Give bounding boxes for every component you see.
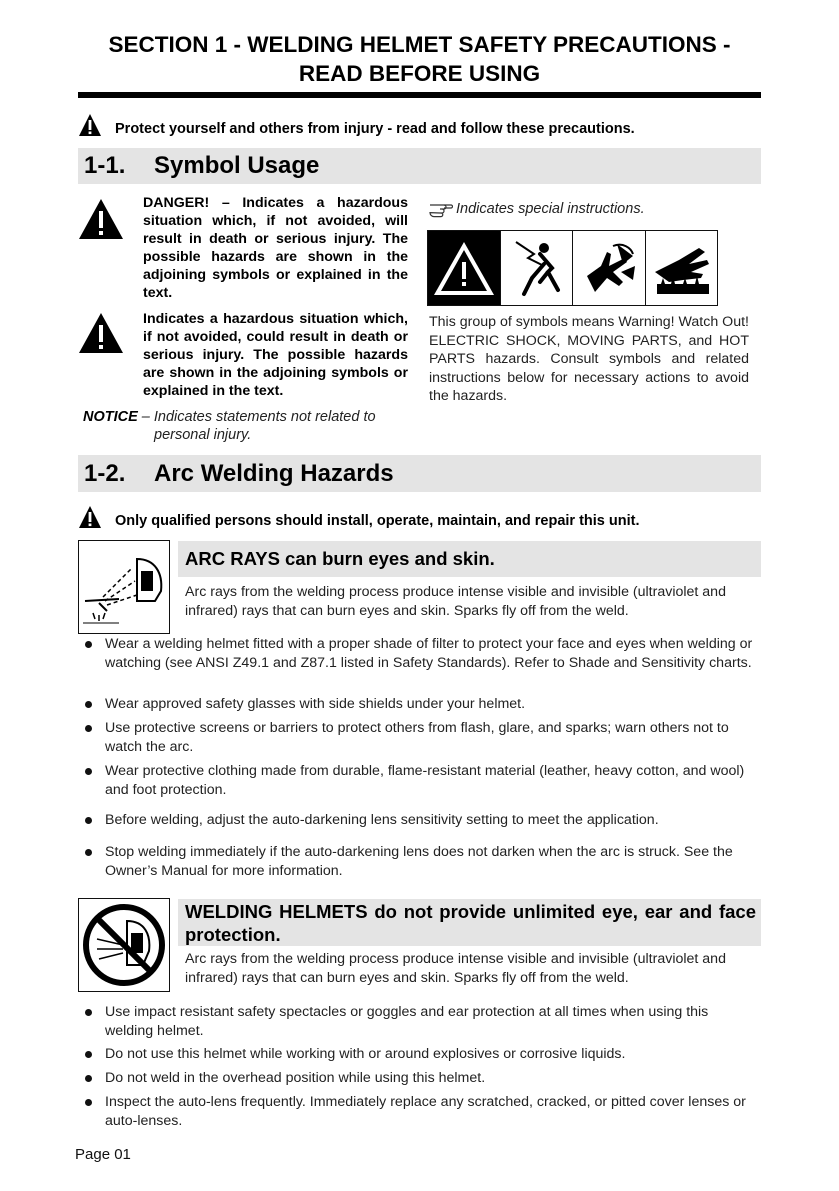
danger-description: DANGER! – Indicates a hazardous situation which, if not avoided, will result in death or serious injury. The possible hazards are shown in the adjoining symbols or explained in the text. [143, 195, 408, 301]
page-title-line-2: READ BEFORE USING [298, 61, 541, 86]
arc-rays-heading: ARC RAYS can burn eyes and skin. [178, 541, 761, 577]
warning-description: Indicates a hazardous situation which, if not avoided, could result in death or serious injury. The possible hazards are shown in the adjoining symbols or explained in the text. [143, 311, 408, 399]
notice-label: NOTICE [83, 409, 138, 425]
list-item: Wear a welding helmet fitted with a proper shade of filter to protect your face and eyes when welding or watching (see ANSI Z49.1 and Z87.1 listed in Safety Standards). Refer to Shade and Sensitivity charts. [83, 635, 758, 672]
top-warning-text: Protect yourself and others from injury - read and follow these precautions. [115, 121, 635, 137]
list-item: Wear approved safety glasses with side shields under your helmet. [83, 695, 758, 714]
arc-rays-body: Arc rays from the welding process produce intense visible and invisible (ultraviolet and infrared) rays that can burn eyes and skin. Sparks fly off from the weld. [185, 584, 726, 619]
moving-parts-icon [573, 231, 646, 305]
page-title [60, 30, 779, 88]
list-item: Use impact resistant safety spectacles or goggles and ear protection at all times when using this welding helmet. [83, 1003, 758, 1040]
section-1-2-title: Arc Welding Hazards [154, 460, 394, 487]
qualified-persons-warning: Only qualified persons should install, operate, maintain, and repair this unit. [115, 513, 640, 529]
list-item: Before welding, adjust the auto-darkening lens sensitivity setting to meet the application. [83, 811, 758, 830]
section-1-1-number: 1-1. [84, 152, 126, 179]
section-1-1-header [78, 148, 761, 184]
warning-symbol-icon [78, 312, 124, 354]
notice-text [83, 408, 413, 444]
hazard-symbol-strip [427, 230, 718, 306]
special-instructions-text: Indicates special instructions. [456, 201, 645, 217]
list-item: Wear protective clothing made from durable, flame-resistant material (leather, heavy cotton, and wool) and foot protection. [83, 762, 758, 799]
electric-shock-icon [501, 231, 574, 305]
danger-symbol-icon [78, 198, 124, 240]
list-item: Inspect the auto-lens frequently. Immediately replace any scratched, cracked, or pitted cover lenses or auto-lenses. [83, 1093, 758, 1130]
hot-parts-icon [646, 231, 718, 305]
title-rule [78, 92, 761, 98]
arc-rays-icon [78, 540, 170, 634]
notice-description: – Indicates statements not related to [137, 409, 376, 425]
section-1-1-title: Symbol Usage [154, 152, 320, 179]
symbol-group-description: This group of symbols means Warning! Watch Out! ELECTRIC SHOCK, MOVING PARTS, and HOT PARTS hazards. Consult symbols and related instructions below for necessary actions to avoid the hazards. [429, 314, 749, 404]
notice-description-2: personal injury. [154, 427, 252, 443]
section-1-2-number: 1-2. [84, 460, 126, 487]
page-number: Page 01 [75, 1146, 131, 1163]
list-item: Use protective screens or barriers to protect others from flash, glare, and sparks; warn others not to watch the arc. [83, 719, 758, 756]
warning-triangle-icon [78, 113, 102, 137]
welding-helmets-body: Arc rays from the welding process produce intense visible and invisible (ultraviolet and infrared) rays that can burn eyes and skin. Sparks fly off from the weld. [185, 951, 726, 986]
list-item: Do not weld in the overhead position while using this helmet. [83, 1069, 758, 1088]
list-item: Stop welding immediately if the auto-darkening lens does not darken when the arc is struck. See the Owner’s Manual for more information. [83, 843, 758, 880]
warning-symbol-icon [428, 231, 501, 305]
welding-helmets-heading: WELDING HELMETS do not provide unlimited eye, ear and face protection. [178, 899, 761, 946]
list-item: Do not use this helmet while working with or around explosives or corrosive liquids. [83, 1045, 758, 1064]
pointing-hand-icon [429, 200, 453, 218]
warning-triangle-icon [78, 505, 102, 529]
section-1-2-header [78, 455, 761, 492]
no-helmet-misuse-icon [78, 898, 170, 992]
page-title-line-1: SECTION 1 - WELDING HELMET SAFETY PRECAUTIONS - [108, 32, 731, 57]
